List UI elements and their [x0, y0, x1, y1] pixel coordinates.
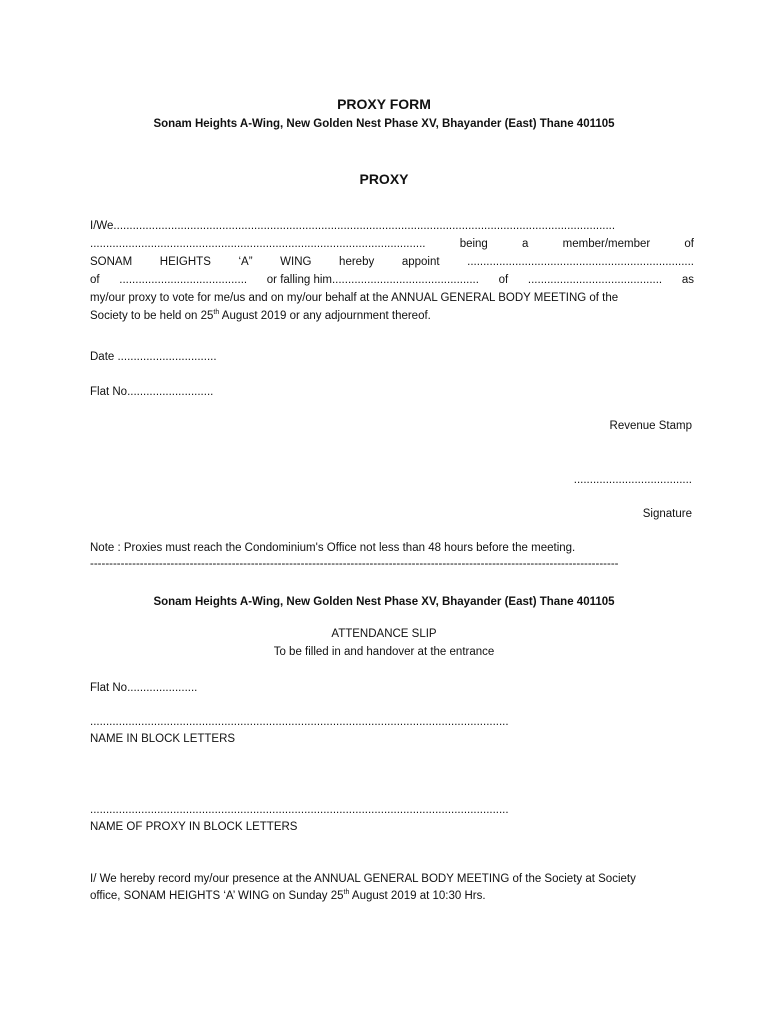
attendance-record-line-2	[90, 890, 486, 902]
signature-line: .....................................	[573, 474, 692, 486]
word: HEIGHTS	[159, 256, 211, 268]
word: member/member	[562, 238, 651, 250]
proxy-form-address: Sonam Heights A-Wing, New Golden Nest Phase XV, Bhayander (East) Thane 401105	[153, 118, 615, 130]
proxy-para-line-3	[90, 256, 694, 268]
word: SONAM	[90, 256, 133, 268]
flat-no-field: Flat No...........................	[90, 386, 214, 398]
signature-label: Signature	[642, 508, 692, 520]
word: being	[459, 238, 488, 250]
word: WING	[280, 256, 312, 268]
cut-line-separator: ------------------------------------------------------------------------------------------------------------------------------------------	[90, 558, 619, 570]
proxy-name-label: NAME OF PROXY IN BLOCK LETTERS	[90, 821, 298, 833]
attendance-record-line-1: I/ We hereby record my/our presence at the ANNUAL GENERAL BODY MEETING of the Society at Society	[90, 873, 636, 885]
line-text: office, SONAM HEIGHTS ‘A’ WING on Sunday 25	[90, 890, 344, 902]
appointee-dots: .......................................................................	[467, 256, 694, 268]
date-field: Date ...............................	[90, 351, 217, 363]
attendance-slip-title: ATTENDANCE SLIP	[331, 628, 437, 640]
proxy-para-line-2	[90, 238, 694, 250]
attendance-slip-subtitle: To be filled in and handover at the entrance	[273, 646, 495, 658]
proxy-heading: PROXY	[359, 171, 409, 187]
word: of	[498, 274, 509, 286]
ordinal-suffix: th	[213, 309, 220, 317]
ordinal-suffix: th	[343, 889, 350, 897]
attendance-flat-no-field: Flat No......................	[90, 682, 198, 694]
proxy-note: Note : Proxies must reach the Condominium's Office not less than 48 hours before the meeting.	[90, 542, 576, 554]
word: a	[522, 238, 529, 250]
proxy-form-title: PROXY FORM	[337, 96, 431, 112]
attendance-address: Sonam Heights A-Wing, New Golden Nest Phase XV, Bhayander (East) Thane 401105	[153, 596, 615, 608]
word: as	[681, 274, 694, 286]
line-text: August 2019 or any adjournment thereof.	[219, 310, 431, 322]
word: hereby	[339, 256, 375, 268]
word: of	[684, 238, 694, 250]
member-name-label: NAME IN BLOCK LETTERS	[90, 733, 236, 745]
proxy-name-line: ...................................................................................................................................	[90, 804, 509, 816]
word: appoint	[401, 256, 440, 268]
address-dots: ..........................................	[527, 274, 663, 286]
member-name-dots: .........................................................................................................	[90, 238, 426, 250]
proxy-para-line-6	[90, 310, 431, 322]
revenue-stamp-label: Revenue Stamp	[609, 420, 692, 432]
proxy-para-line-1: I/We.............................................................................................................................................................	[90, 220, 616, 232]
word: ‘A”	[238, 256, 253, 268]
address-dots: ........................................	[119, 274, 248, 286]
proxy-para-line-5: my/our proxy to vote for me/us and on my/our behalf at the ANNUAL GENERAL BODY MEETING of the	[90, 292, 619, 304]
line-text: August 2019 at 10:30 Hrs.	[349, 890, 486, 902]
falling-him-text: or falling him..............................................	[266, 274, 479, 286]
member-name-line: ...................................................................................................................................	[90, 716, 509, 728]
word: of	[90, 274, 100, 286]
line-text: Society to be held on 25	[90, 310, 214, 322]
proxy-para-line-4	[90, 274, 694, 286]
